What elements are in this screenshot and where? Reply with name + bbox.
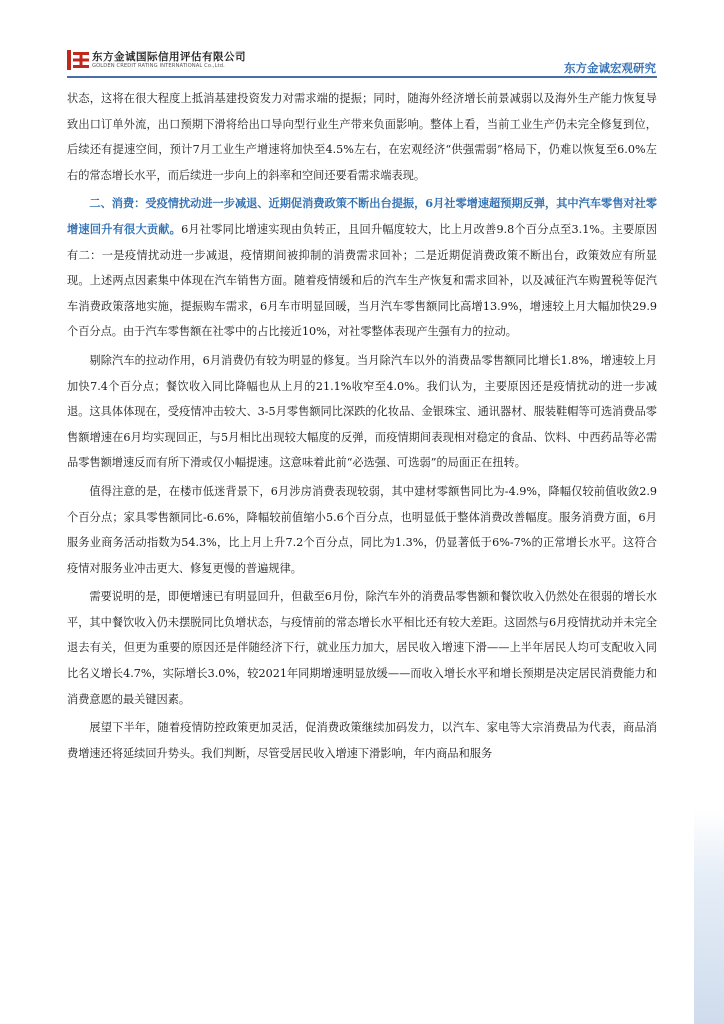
section-heading-consumption: 二、消费：受疫情扰动进一步减退、近期促消费政策不断出台提振，6月社零增速超预期反弹，其中汽车零售对社零增速回升有很大贡献。 bbox=[67, 196, 657, 236]
company-name-cn: 东方金诚国际信用评估有限公司 bbox=[92, 51, 246, 63]
paragraph-income-constraint: 需要说明的是，即便增速已有明显回升，但截至6月份，除汽车外的消费品零售额和餐饮收入仍然处在很弱的增长水平，其中餐饮收入仍未摆脱同比负增状态，与疫情前的常态增长水平相比还有较大差距。这固然与6月疫情扰动并未完全退去有关，但更为重要的原因还是伴随经济下行，就业压力加大，居民收入增速下滑——上半年居民人均可支配收入同比名义增长4.7%，实际增长3.0%，较2021年同期增速明显放缓——而收入增长水平和增长预期是决定居民消费能力和消费意愿的最关键因素。 bbox=[67, 590, 657, 706]
paragraph-ex-auto-recovery: 剔除汽车的拉动作用，6月消费仍有较为明显的修复。当月除汽车以外的消费品零售额同比增长1.8%，增速较上月加快7.4个百分点；餐饮收入同比降幅也从上月的21.1%收窄至4.0%。我们认为，主要原因还是疫情扰动的进一步减退。这具体体现在，受疫情冲击较大、3-5月零售额同比深跌的化妆品、金银珠宝、通讯器材、服装鞋帽等可选消费品零售额增速在6月均实现回正，与5月相比出现较大幅度的反弹，而疫情期间表现相对稳定的食品、饮料、中西药品等必需品零售额增速反而有所下滑或仅小幅提速。这意味着此前“必选强、可选弱”的局面正在扭转。 bbox=[67, 353, 657, 470]
paragraph-outlook: 展望下半年，随着疫情防控政策更加灵活，促消费政策继续加码发力，以汽车、家电等大宗消费品为代表，商品消费增速还将延续回升势头。我们判断，尽管受居民收入增速下滑影响，年内商品和服务 bbox=[67, 721, 657, 760]
report-series-title: 东方金诚宏观研究 bbox=[564, 61, 656, 75]
document-body bbox=[67, 86, 657, 769]
header-divider bbox=[67, 76, 657, 78]
paragraph-industry-outlook: 状态，这将在很大程度上抵消基建投资发力对需求端的提振；同时，随海外经济增长前景减弱以及海外生产能力恢复导致出口订单外流，出口预期下滑将给出口导向型行业生产带来负面影响。整体上看，当前工业生产仍未完全修复到位，后续还有提速空间，预计7月工业生产增速将加快至4.5%左右，在宏观经济“供强需弱”格局下，仍难以恢复至6.0%左右的常态增长水平，而后续进一步向上的斜率和空间还要看需求端表现。 bbox=[67, 92, 657, 182]
paragraph-consumption-body: 6月社零同比增速实现由负转正，且回升幅度较大，比上月改善9.8个百分点至3.1%。主要原因有二：一是疫情扰动进一步减退，疫情期间被抑制的消费需求回补；二是近期促消费政策不断出台，政策效应有所显现。上述两点因素集中体现在汽车销售方面。随着疫情缓和后的汽车生产恢复和需求回补，以及减征汽车购置税等促汽车消费政策落地实施，提振购车需求，6月车市明显回暖，当月汽车零售额同比高增13.9%，增速较上月大幅加快29.9个百分点。由于汽车零售额在社零中的占比接近10%，对社零整体表现产生强有力的拉动。 bbox=[67, 222, 657, 339]
paragraph-consumption-summary bbox=[67, 191, 657, 345]
company-name-en: GOLDEN CREDIT RATING INTERNATIONAL Co.,Ltd. bbox=[92, 63, 225, 69]
company-logo-icon bbox=[67, 50, 89, 70]
page-number: 3 bbox=[681, 960, 688, 973]
paragraph-property-services: 值得注意的是，在楼市低迷背景下，6月涉房消费表现较弱，其中建材零额售同比为-4.9%，降幅仅较前值收敛2.9个百分点；家具零售额同比-6.6%，降幅较前值缩小5.6个百分点，也明显低于整体消费改善幅度。服务消费方面，6月服务业商务活动指数为54.3%，比上月上升7.2个百分点，同比为1.3%，仍显著低于6%-7%的正常增长水平。这符合疫情对服务业冲击更大、修复更慢的普遍规律。 bbox=[67, 484, 657, 575]
page-side-decoration bbox=[694, 810, 724, 1024]
page-header bbox=[0, 0, 724, 80]
